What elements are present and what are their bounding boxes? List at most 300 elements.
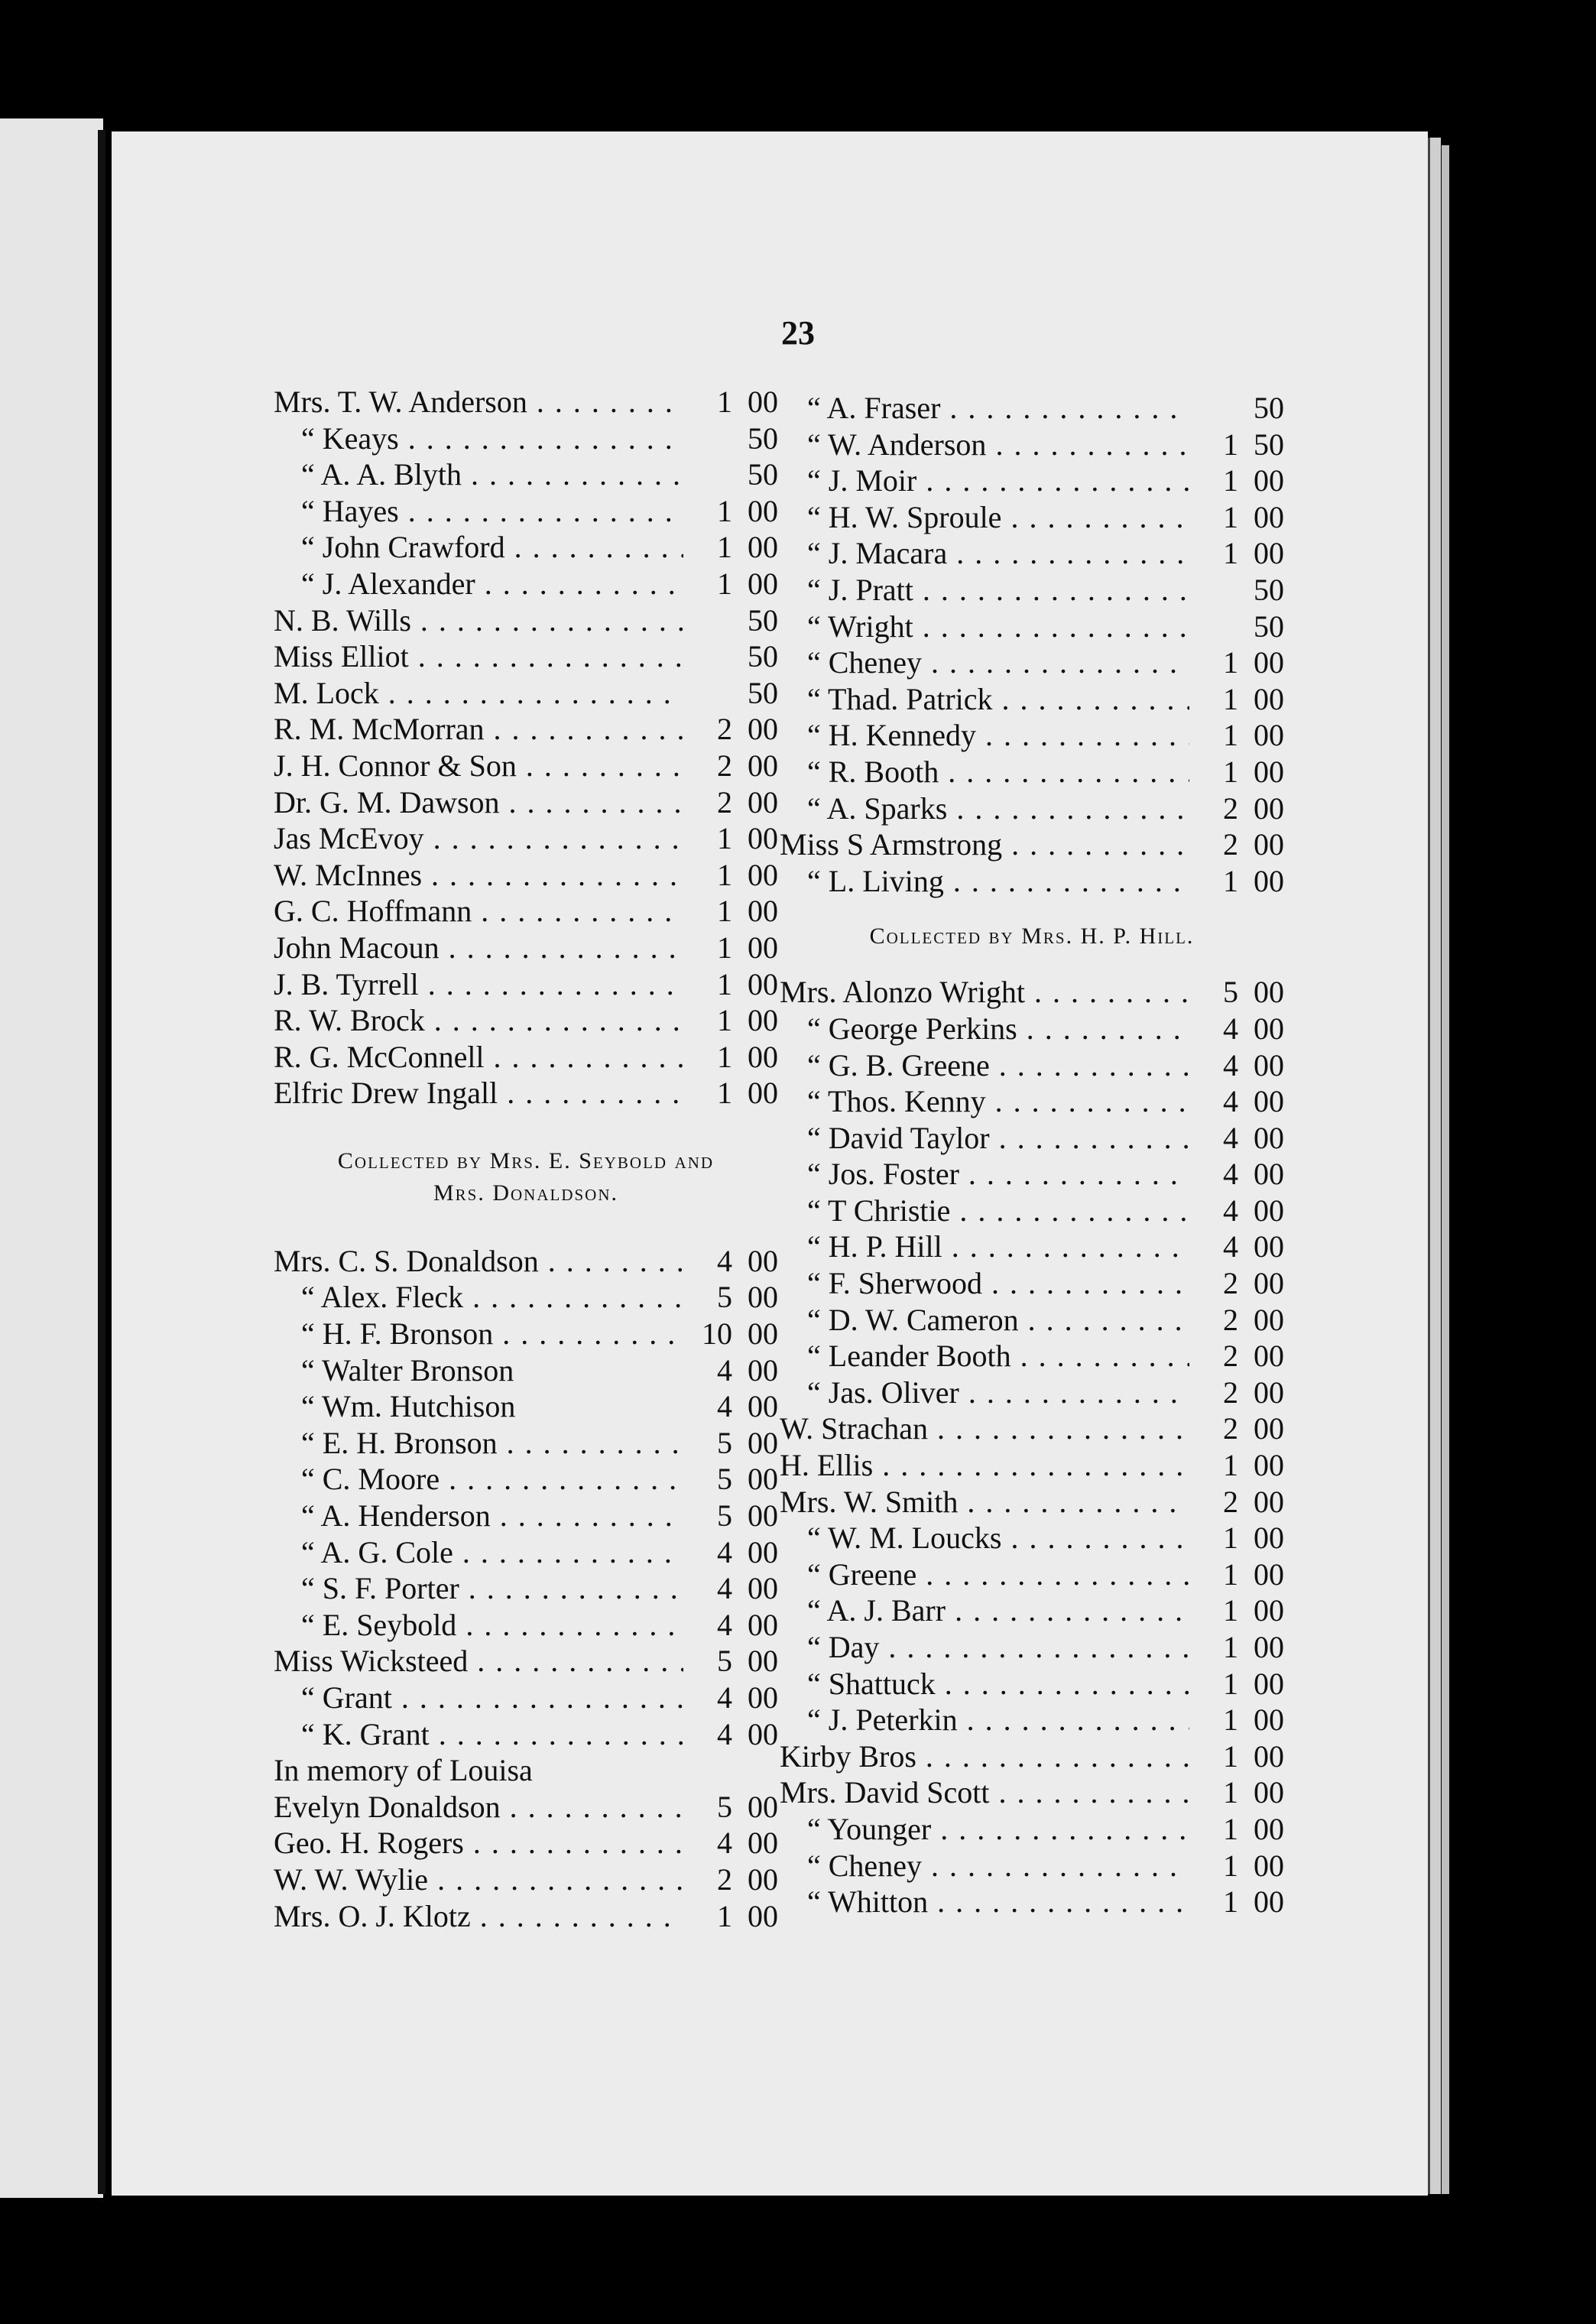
left-list-2 [274, 1243, 778, 1934]
page-number: 23 [781, 314, 815, 352]
contributor-name: “ John Crawford . . . [301, 529, 683, 566]
amount-dollars: 5 [717, 1644, 732, 1679]
contributor-name: “ Alex. Fleck . . . [301, 1279, 683, 1316]
amount-cents: 00 [1254, 1302, 1284, 1337]
contributor-name: “ A. G. Cole . . . [301, 1534, 683, 1571]
contribution-row [274, 1388, 778, 1425]
contributor-name: Mrs. O. J. Klotz . . . [274, 1898, 683, 1935]
contributor-name: “ A. Fraser . . . [807, 390, 1189, 427]
contributor-name: Mrs. W. Smith . . . [780, 1484, 1189, 1521]
amount-cents: 00 [1254, 1556, 1284, 1592]
contribution-row [780, 427, 1284, 463]
contribution-row [274, 566, 778, 602]
contributor-name: R. G. McConnell . . . [274, 1039, 683, 1076]
contributor-name: “ W. Anderson . . . [807, 427, 1189, 463]
amount-cents: 00 [748, 1607, 778, 1642]
amount-cents: 00 [1254, 1848, 1284, 1883]
amount-dollars: 4 [717, 1352, 732, 1388]
contribution-row [274, 1825, 778, 1861]
contributor-name: “ L. Living . . . [807, 863, 1189, 900]
amount-cents: 00 [748, 930, 778, 965]
contribution-row [274, 1861, 778, 1898]
amount-dollars: 2 [1223, 1302, 1238, 1337]
amount-cents: 00 [748, 1316, 778, 1352]
contributor-name: Miss S Armstrong . . . [780, 826, 1189, 863]
contribution-row [780, 572, 1284, 609]
contribution-row [780, 1302, 1284, 1339]
amount-cents: 00 [748, 821, 778, 856]
contributor-name: “ Cheney . . . [807, 644, 1189, 681]
amount-cents: 00 [1254, 1521, 1284, 1556]
amount-dollars: 1 [1223, 1448, 1238, 1483]
contributor-name: “ Jos. Foster . . . [807, 1156, 1189, 1193]
contributor-name: Kirby Bros . . . [780, 1738, 1189, 1775]
amount-dollars: 2 [1223, 1339, 1238, 1374]
contributor-name: “ Shattuck . . . [807, 1666, 1189, 1702]
contributor-name: “ A. J. Barr . . . [807, 1592, 1189, 1629]
contribution-row [780, 1156, 1284, 1193]
amount-dollars: 1 [1223, 645, 1238, 680]
contributor-name: “ Whitton . . . [807, 1884, 1189, 1920]
amount-dollars: 1 [1223, 499, 1238, 534]
amount-dollars: 1 [717, 1898, 732, 1933]
amount-cents: 50 [748, 420, 778, 456]
contributor-name: “ Greene . . . [807, 1556, 1189, 1593]
contribution-row [780, 974, 1284, 1011]
contributor-name: “ Thad. Patrick . . . [807, 681, 1189, 718]
contribution-row [274, 529, 778, 566]
amount-cents: 00 [748, 1716, 778, 1751]
contributor-name: Miss Wicksteed . . . [274, 1643, 683, 1680]
contribution-row [274, 748, 778, 784]
contribution-row [274, 1243, 778, 1280]
amount-cents: 00 [1254, 499, 1284, 534]
amount-dollars: 1 [1223, 1738, 1238, 1774]
contribution-row [274, 1425, 778, 1462]
contributor-name: “ A. Henderson . . . [301, 1498, 683, 1534]
contribution-row [274, 893, 778, 930]
amount-dollars: 4 [717, 1243, 732, 1278]
amount-cents: 00 [1254, 1339, 1284, 1374]
amount-dollars: 1 [717, 1003, 732, 1038]
amount-cents: 50 [1254, 572, 1284, 607]
contributor-name: Elfric Drew Ingall . . . [274, 1075, 683, 1112]
contributor-name: Geo. H. Rogers . . . [274, 1825, 683, 1861]
amount-cents: 00 [748, 1243, 778, 1278]
amount-dollars: 1 [1223, 1884, 1238, 1920]
contribution-row [780, 1410, 1284, 1447]
amount-dollars: 1 [717, 566, 732, 601]
right-list-2 [780, 974, 1284, 1920]
amount-dollars: 4 [717, 1571, 732, 1606]
amount-cents: 00 [1254, 1157, 1284, 1192]
contributor-name: H. Ellis . . . [780, 1447, 1189, 1484]
contributor-name: “ Grant . . . [301, 1680, 683, 1716]
contribution-row [780, 1811, 1284, 1848]
contribution-row [274, 602, 778, 639]
contributor-name: “ G. B. Greene . . . [807, 1047, 1189, 1084]
amount-cents: 50 [1254, 609, 1284, 644]
contribution-row [780, 1229, 1284, 1265]
amount-cents: 00 [1254, 1084, 1284, 1119]
contributor-name: “ Keays . . . [301, 420, 683, 457]
contributor-name: “ E. Seybold . . . [301, 1607, 683, 1644]
amount-dollars: 4 [1223, 1047, 1238, 1082]
contribution-row [780, 863, 1284, 900]
contributor-name: “ K. Grant . . . [301, 1716, 683, 1753]
contribution-row [780, 499, 1284, 536]
contributor-name: N. B. Wills . . . [274, 602, 683, 639]
contribution-row [274, 966, 778, 1003]
contributor-name: “ A. Sparks . . . [807, 790, 1189, 827]
contributor-name: Dr. G. M. Dawson . . . [274, 784, 683, 821]
amount-cents: 00 [748, 1389, 778, 1424]
amount-dollars: 1 [717, 894, 732, 929]
amount-cents: 00 [1254, 1229, 1284, 1264]
amount-cents: 00 [1254, 1011, 1284, 1046]
contribution-row [780, 644, 1284, 681]
contributor-name: “ Jas. Oliver . . . [807, 1375, 1189, 1411]
page-edge [1428, 138, 1441, 2194]
amount-cents: 00 [748, 1076, 778, 1111]
amount-dollars: 1 [1223, 1521, 1238, 1556]
contributor-name: “ J. Moir . . . [807, 463, 1189, 499]
contributor-name: In memory of Louisa [274, 1753, 533, 1788]
contributor-name: R. W. Brock . . . [274, 1002, 683, 1039]
section-heading-left-2: Mrs. Donaldson. [433, 1180, 619, 1206]
contribution-row [780, 1884, 1284, 1920]
amount-dollars: 2 [1223, 1411, 1238, 1446]
contributor-name: “ Cheney . . . [807, 1848, 1189, 1884]
contribution-row [780, 826, 1284, 863]
amount-dollars: 1 [1223, 754, 1238, 789]
amount-cents: 00 [748, 1498, 778, 1534]
amount-dollars: 4 [717, 1826, 732, 1861]
amount-cents: 00 [1254, 1448, 1284, 1483]
contributor-name: Mrs. David Scott . . . [780, 1774, 1189, 1811]
right-list-1 [780, 390, 1284, 899]
left-list-1 [274, 384, 778, 1112]
amount-cents: 50 [748, 602, 778, 638]
amount-cents: 00 [1254, 827, 1284, 862]
contributor-name: “ Wm. Hutchison [301, 1389, 516, 1424]
amount-dollars: 1 [717, 530, 732, 565]
contribution-row [780, 681, 1284, 718]
contribution-row [780, 1484, 1284, 1521]
amount-cents: 00 [1254, 1702, 1284, 1738]
contributor-name: “ W. M. Loucks . . . [807, 1520, 1189, 1556]
section-heading-left-1: Collected by Mrs. E. Seybold and [337, 1147, 715, 1173]
contributor-name: “ H. Kennedy . . . [807, 717, 1189, 754]
amount-cents: 00 [748, 1534, 778, 1569]
amount-dollars: 1 [717, 857, 732, 892]
amount-dollars: 2 [1223, 1484, 1238, 1519]
amount-cents: 00 [1254, 1047, 1284, 1082]
contributor-name: J. B. Tyrrell . . . [274, 966, 683, 1003]
contribution-row [274, 784, 778, 821]
amount-cents: 00 [748, 1003, 778, 1038]
amount-cents: 00 [748, 1644, 778, 1679]
amount-cents: 00 [748, 1462, 778, 1497]
contribution-row [274, 1752, 778, 1789]
amount-dollars: 2 [1223, 1375, 1238, 1410]
amount-dollars: 5 [1223, 975, 1238, 1010]
contributor-name: “ Hayes . . . [301, 493, 683, 530]
contributor-name: W. McInnes . . . [274, 857, 683, 894]
amount-dollars: 1 [1223, 1666, 1238, 1701]
amount-dollars: 1 [1223, 1811, 1238, 1846]
contribution-row [274, 1643, 778, 1680]
amount-cents: 00 [748, 748, 778, 783]
contribution-row [780, 463, 1284, 499]
amount-cents: 00 [748, 1425, 778, 1460]
contribution-row [780, 1629, 1284, 1666]
contribution-row [274, 638, 778, 675]
amount-dollars: 2 [1223, 827, 1238, 862]
contribution-row [780, 1375, 1284, 1411]
amount-dollars: 4 [1223, 1229, 1238, 1264]
contribution-row [780, 1338, 1284, 1375]
contributor-name: Mrs. Alonzo Wright . . . [780, 974, 1189, 1011]
amount-cents: 00 [748, 712, 778, 747]
amount-dollars: 1 [717, 821, 732, 856]
amount-cents: 00 [748, 857, 778, 892]
contributor-name: “ A. A. Blyth . . . [301, 456, 683, 493]
contribution-row [274, 1002, 778, 1039]
contributor-name: “ J. Macara . . . [807, 535, 1189, 572]
amount-dollars: 2 [717, 1861, 732, 1897]
amount-cents: 00 [1254, 1884, 1284, 1920]
contribution-row [274, 711, 778, 748]
contribution-row [780, 1083, 1284, 1120]
amount-cents: 00 [1254, 718, 1284, 753]
amount-dollars: 5 [717, 1425, 732, 1460]
amount-cents: 00 [1254, 463, 1284, 498]
amount-dollars: 1 [1223, 463, 1238, 498]
contribution-row [274, 1534, 778, 1571]
amount-dollars: 4 [717, 1534, 732, 1569]
amount-cents: 00 [748, 566, 778, 601]
contributor-name: “ George Perkins . . . [807, 1011, 1189, 1047]
left-page-edge [0, 118, 103, 2198]
contribution-row [274, 675, 778, 712]
amount-cents: 00 [748, 493, 778, 528]
amount-dollars: 1 [1223, 718, 1238, 753]
contribution-row [274, 820, 778, 857]
amount-dollars: 1 [1223, 1630, 1238, 1664]
amount-cents: 00 [1254, 1738, 1284, 1774]
amount-cents: 00 [1254, 536, 1284, 571]
amount-cents: 00 [748, 1789, 778, 1824]
amount-cents: 00 [1254, 1593, 1284, 1628]
amount-cents: 50 [748, 457, 778, 492]
amount-cents: 00 [1254, 1120, 1284, 1155]
contribution-row [780, 1556, 1284, 1593]
amount-cents: 00 [748, 1826, 778, 1861]
contribution-row [780, 1738, 1284, 1775]
amount-cents: 00 [1254, 1266, 1284, 1301]
amount-dollars: 4 [717, 1607, 732, 1642]
amount-dollars: 2 [1223, 790, 1238, 826]
contribution-row [780, 1666, 1284, 1702]
contribution-row [780, 1702, 1284, 1738]
amount-dollars: 4 [1223, 1084, 1238, 1119]
book-spine [98, 130, 105, 2194]
amount-dollars: 4 [1223, 1157, 1238, 1192]
contribution-row [274, 384, 778, 420]
contributor-name: Evelyn Donaldson . . . [274, 1789, 683, 1826]
contribution-row [274, 456, 778, 493]
contribution-row [780, 1047, 1284, 1084]
contribution-row [780, 754, 1284, 790]
contribution-row [780, 1848, 1284, 1884]
contributor-name: R. M. McMorran . . . [274, 711, 683, 748]
amount-dollars: 1 [1223, 427, 1238, 462]
amount-cents: 00 [748, 1861, 778, 1897]
amount-dollars: 5 [717, 1789, 732, 1824]
contribution-row [780, 1520, 1284, 1556]
amount-dollars: 1 [1223, 1848, 1238, 1883]
contribution-row [274, 1898, 778, 1935]
contributor-name: “ C. Moore . . . [301, 1461, 683, 1498]
contributor-name: John Macoun . . . [274, 930, 683, 966]
contribution-row [274, 1279, 778, 1316]
amount-cents: 00 [748, 894, 778, 929]
contribution-row [274, 420, 778, 457]
amount-cents: 00 [1254, 1375, 1284, 1410]
contributor-name: “ J. Pratt . . . [807, 572, 1189, 609]
amount-dollars: 10 [702, 1316, 732, 1352]
page-edge-back [1442, 145, 1449, 2194]
contributor-name: Mrs. T. W. Anderson . . . [274, 384, 683, 420]
amount-cents: 50 [748, 639, 778, 674]
contribution-row [780, 1447, 1284, 1484]
amount-cents: 00 [1254, 645, 1284, 680]
contributor-name: Jas McEvoy . . . [274, 820, 683, 857]
contribution-row [780, 717, 1284, 754]
contribution-row [780, 390, 1284, 427]
amount-cents: 00 [748, 385, 778, 419]
amount-cents: 00 [748, 1571, 778, 1606]
contributor-name: G. C. Hoffmann . . . [274, 893, 683, 930]
contributor-name: W. W. Wylie . . . [274, 1861, 683, 1898]
amount-dollars: 1 [1223, 536, 1238, 571]
amount-dollars: 4 [717, 1716, 732, 1751]
contributor-name: “ Wright . . . [807, 609, 1189, 645]
contributor-name: “ J. Peterkin . . . [807, 1702, 1189, 1738]
contribution-row [780, 1193, 1284, 1229]
contribution-row [274, 1716, 778, 1753]
contribution-row [274, 1789, 778, 1826]
contributor-name: Mrs. C. S. Donaldson . . . [274, 1243, 683, 1280]
contribution-row [274, 1680, 778, 1716]
amount-dollars: 1 [717, 1076, 732, 1111]
amount-cents: 00 [1254, 1411, 1284, 1446]
amount-dollars: 2 [717, 712, 732, 747]
contributor-name: “ S. F. Porter . . . [301, 1570, 683, 1607]
contributor-name: “ H. W. Sproule . . . [807, 499, 1189, 536]
amount-dollars: 1 [1223, 1593, 1238, 1628]
amount-dollars: 1 [717, 493, 732, 528]
contribution-row [274, 1461, 778, 1498]
contribution-row [780, 1592, 1284, 1629]
amount-dollars: 4 [1223, 1011, 1238, 1046]
amount-dollars: 1 [717, 966, 732, 1001]
amount-dollars: 1 [1223, 1556, 1238, 1592]
contributor-name: “ David Taylor . . . [807, 1120, 1189, 1157]
contributor-name: “ Day . . . [807, 1629, 1189, 1666]
amount-cents: 00 [1254, 1193, 1284, 1228]
amount-cents: 00 [1254, 1484, 1284, 1519]
contribution-row [780, 609, 1284, 645]
amount-cents: 50 [748, 675, 778, 710]
amount-cents: 00 [748, 1680, 778, 1715]
contribution-row [274, 1607, 778, 1644]
amount-cents: 00 [1254, 1775, 1284, 1810]
contribution-row [780, 790, 1284, 827]
contributor-name: “ Leander Booth . . . [807, 1338, 1189, 1375]
amount-cents: 00 [748, 1898, 778, 1933]
contribution-row [780, 1011, 1284, 1047]
amount-cents: 00 [1254, 790, 1284, 826]
contribution-row [780, 1120, 1284, 1157]
amount-dollars: 2 [717, 784, 732, 820]
contribution-row [780, 1774, 1284, 1811]
amount-cents: 00 [1254, 754, 1284, 789]
contributor-name: “ Walter Bronson [301, 1352, 514, 1388]
contribution-row [780, 535, 1284, 572]
amount-cents: 50 [1254, 391, 1284, 425]
amount-dollars: 4 [717, 1389, 732, 1424]
contributor-name: “ F. Sherwood . . . [807, 1265, 1189, 1302]
amount-dollars: 1 [717, 385, 732, 419]
amount-cents: 00 [1254, 863, 1284, 898]
right-column [780, 390, 1284, 1920]
contributor-name: “ H. P. Hill . . . [807, 1229, 1189, 1265]
amount-cents: 50 [1254, 427, 1284, 462]
contributor-name: “ E. H. Bronson . . . [301, 1425, 683, 1462]
amount-cents: 00 [1254, 975, 1284, 1010]
amount-cents: 00 [748, 1039, 778, 1074]
amount-cents: 00 [748, 1280, 778, 1315]
amount-cents: 00 [1254, 1811, 1284, 1846]
amount-cents: 00 [748, 966, 778, 1001]
left-column [274, 384, 778, 1934]
amount-dollars: 4 [717, 1680, 732, 1715]
contribution-row [274, 1570, 778, 1607]
amount-dollars: 1 [1223, 1702, 1238, 1738]
contributor-name: J. H. Connor & Son . . . [274, 748, 683, 784]
contributor-name: “ T Christie . . . [807, 1193, 1189, 1229]
contribution-row [274, 930, 778, 966]
contributor-name: M. Lock . . . [274, 675, 683, 712]
amount-cents: 00 [748, 1352, 778, 1388]
amount-dollars: 5 [717, 1280, 732, 1315]
amount-dollars: 1 [717, 1039, 732, 1074]
contribution-row [780, 1265, 1284, 1302]
contributor-name: “ R. Booth . . . [807, 754, 1189, 790]
amount-dollars: 4 [1223, 1193, 1238, 1228]
contribution-row [274, 1039, 778, 1076]
amount-dollars: 5 [717, 1498, 732, 1534]
amount-cents: 00 [748, 784, 778, 820]
amount-cents: 00 [1254, 1630, 1284, 1664]
contributor-name: “ Younger . . . [807, 1811, 1189, 1848]
contributor-name: W. Strachan . . . [780, 1410, 1189, 1447]
amount-dollars: 4 [1223, 1120, 1238, 1155]
contribution-row [274, 1352, 778, 1389]
contribution-row [274, 493, 778, 530]
